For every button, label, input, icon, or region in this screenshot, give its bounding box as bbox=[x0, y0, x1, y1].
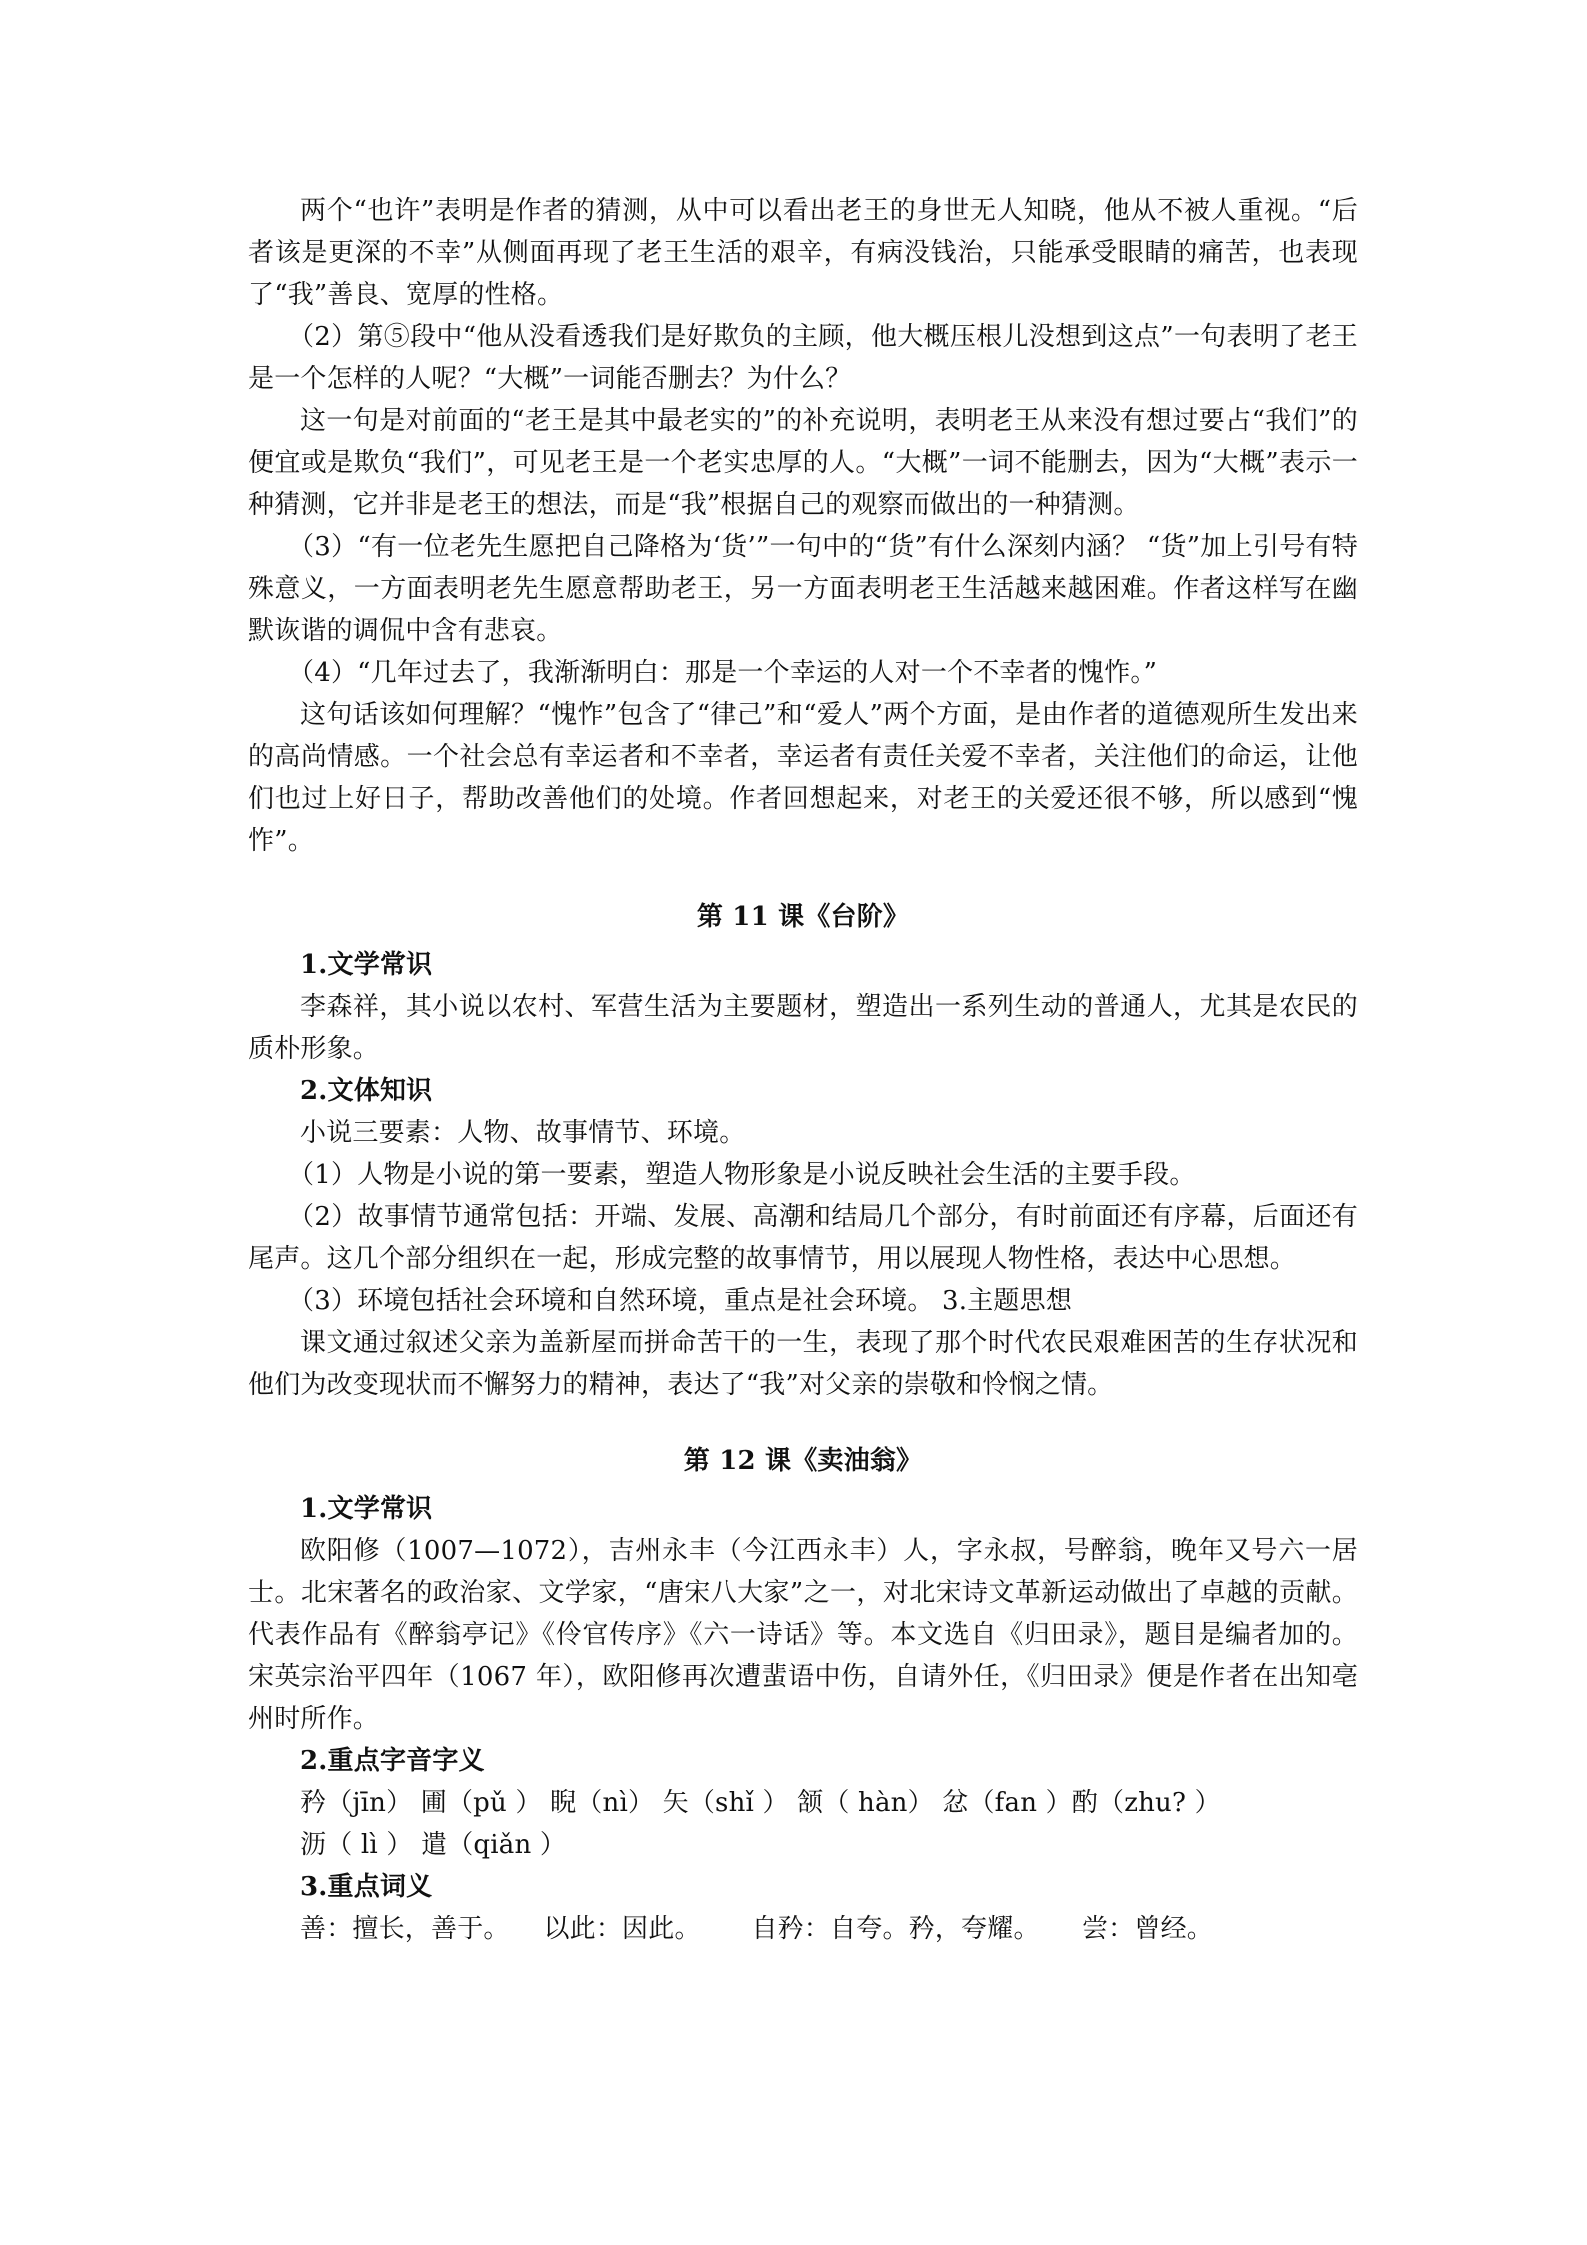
lesson-12-section-vocabulary: 3.重点词义 bbox=[300, 1872, 433, 1902]
answer-4: 这句话该如何理解？“愧怍”包含了“律己”和“爱人”两个方面，是由作者的道德观所生发出来的高尚情感。一个社会总有幸运者和不幸者，幸运者有责任关爱不幸者，关注他们的命运，让他们也过上好日子，帮助改善他们的处境。作者回想起来，对老王的关爱还很不够，所以感到“愧怍”。 bbox=[248, 700, 1358, 856]
answer-2: 这一句是对前面的“老王是其中最老实的”的补充说明，表明老王从来没有想过要占“我们”的便宜或是欺负“我们”，可见老王是一个老实忠厚的人。“大概”一词不能删去，因为“大概”表示一种猜测，它并非是老王的想法，而是“我”根据自己的观察而做出的一种猜测。 bbox=[248, 406, 1358, 520]
lesson-11-literature-text: 李森祥，其小说以农村、军营生活为主要题材，塑造出一系列生动的普通人，尤其是农民的质朴形象。 bbox=[248, 992, 1358, 1064]
lesson-12-pinyin-line-1: 矜（jīn） 圃（pǔ ） 睨（nì） 矢（shǐ ） 颔（ hàn） 忿（fan ）酌（zhu? ） bbox=[300, 1788, 1221, 1818]
lesson-11-genre-item-3: （3）环境包括社会环境和自然环境，重点是社会环境。 3.主题思想 bbox=[288, 1286, 1073, 1316]
lesson-12-pinyin-line-2: 沥（ lì ） 遣（qiǎn ） bbox=[300, 1830, 567, 1860]
question-4: （4）“几年过去了，我渐渐明白：那是一个幸运的人对一个不幸者的愧怍。” bbox=[288, 658, 1158, 688]
lesson-12-literature-text: 欧阳修（1007—1072），吉州永丰（今江西永丰）人，字永叔，号醉翁，晚年又号六一居士。北宋著名的政治家、文学家，“唐宋八大家”之一，对北宋诗文革新运动做出了卓越的贡献。代表作品有《醉翁亭记》《伶官传序》《六一诗话》等。本文选自《归田录》，题目是编者加的。宋英宗治平四年（1067 年），欧阳修再次遭蜚语中伤，自请外任，《归田录》便是作者在出知亳州时所作。 bbox=[248, 1536, 1358, 1734]
lesson-12-title: 第 12 课《卖油翁》 bbox=[683, 1446, 923, 1476]
lesson-11-genre-item-2: （2）故事情节通常包括：开端、发展、高潮和结局几个部分，有时前面还有序幕，后面还有尾声。这几个部分组织在一起，形成完整的故事情节，用以展现人物性格，表达中心思想。 bbox=[248, 1202, 1358, 1274]
document-content bbox=[248, 190, 1358, 1950]
lesson-11-section-literature: 1.文学常识 bbox=[300, 950, 433, 980]
paragraph-laowang-guesses: 两个“也许”表明是作者的猜测，从中可以看出老王的身世无人知晓，他从不被人重视。“后者该是更深的不幸”从侧面再现了老王生活的艰辛，有病没钱治，只能承受眼睛的痛苦，也表现了“我”善良、宽厚的性格。 bbox=[248, 196, 1358, 310]
lesson-12-vocabulary-line: 善：擅长，善于。 以此：因此。 自矜：自夸。矜，夸耀。 尝：曾经。 bbox=[300, 1914, 1213, 1944]
lesson-12-section-pronunciation: 2.重点字音字义 bbox=[300, 1746, 485, 1776]
lesson-11-theme-text: 课文通过叙述父亲为盖新屋而拼命苦干的一生，表现了那个时代农民艰难困苦的生存状况和他们为改变现状而不懈努力的精神，表达了“我”对父亲的崇敬和怜悯之情。 bbox=[248, 1328, 1358, 1400]
lesson-11-title: 第 11 课《台阶》 bbox=[696, 902, 910, 932]
question-2: （2）第⑤段中“他从没看透我们是好欺负的主顾，他大概压根儿没想到这点”一句表明了老王是一个怎样的人呢？“大概”一词能否删去？为什么？ bbox=[248, 322, 1358, 394]
lesson-11-genre-text: 小说三要素：人物、故事情节、环境。 bbox=[300, 1118, 746, 1148]
lesson-12-section-literature: 1.文学常识 bbox=[300, 1494, 433, 1524]
lesson-11-section-genre: 2.文体知识 bbox=[300, 1076, 433, 1106]
question-3: （3）“有一位老先生愿把自己降格为‘货’”一句中的“货”有什么深刻内涵？ “货”加上引号有特殊意义，一方面表明老先生愿意帮助老王，另一方面表明老王生活越来越困难。作者这样写在幽默诙谐的调侃中含有悲哀。 bbox=[248, 532, 1358, 646]
lesson-11-genre-item-1: （1）人物是小说的第一要素，塑造人物形象是小说反映社会生活的主要手段。 bbox=[288, 1160, 1196, 1190]
